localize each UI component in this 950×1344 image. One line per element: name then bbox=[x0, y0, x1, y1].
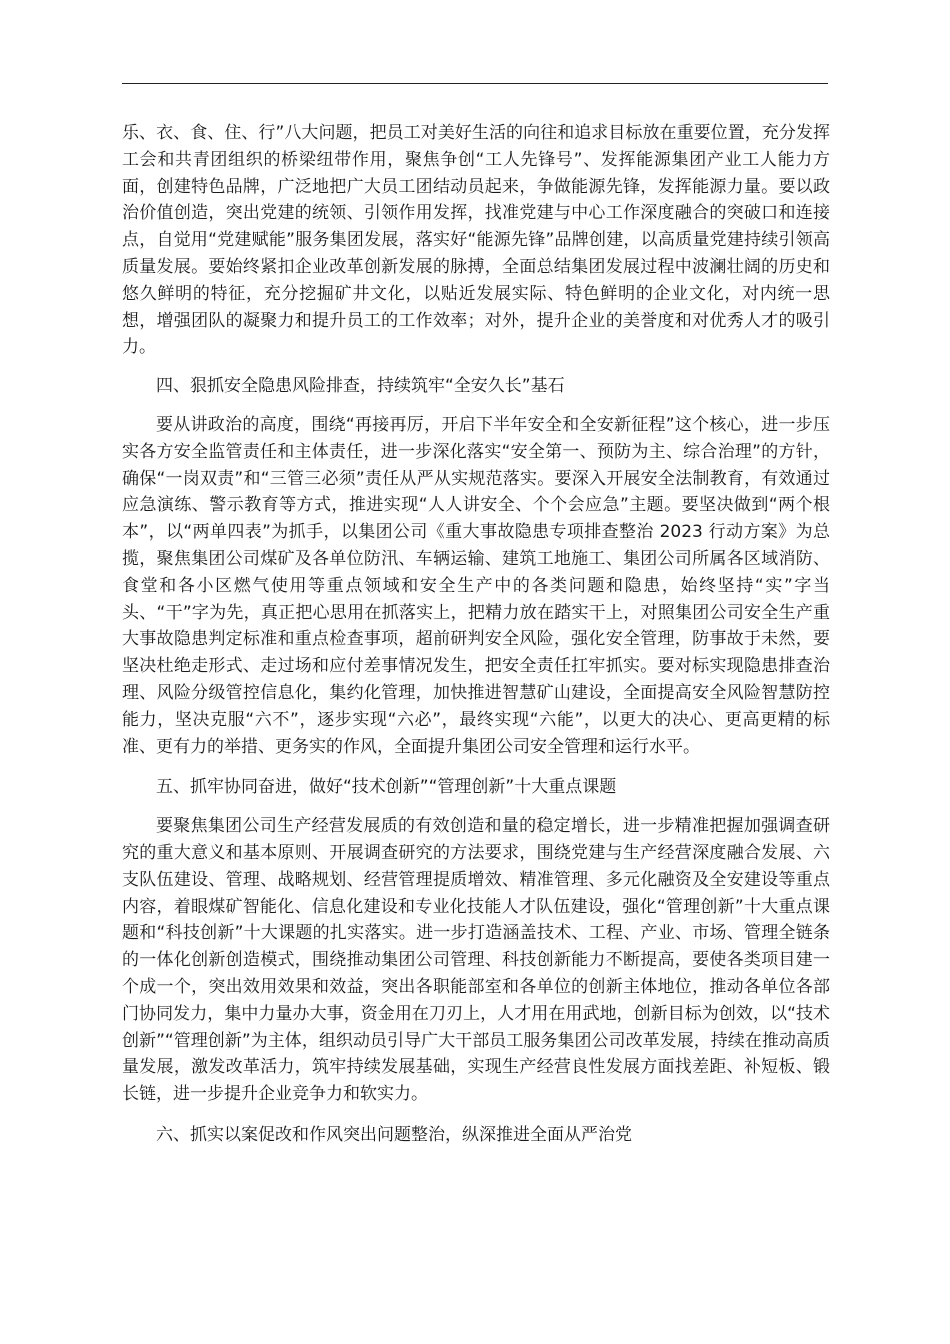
section-heading-5: 五、抓牢协同奋进，做好“技术创新”“管理创新”十大重点课题 bbox=[156, 777, 617, 798]
section-body-4: 要从讲政治的高度，围绕“再接再厉，开启下半年安全和全安新征程”这个核心，进一步压实各方安全监管责任和主体责任，进一步深化落实“安全第一、预防为主、综合治理”的方针，确保“一岗双责”和“三管三必须”责任从严从实规范落实。要深入开展安全法制教育，有效通过应急演练、警示教育等方式，推进实现“人人讲安全、个个会应急”主题。要坚决做到“两个根本”，以“两单四表”为抓手，以集团公司《重大事故隐患专项排查整治 2023 行动方案》为总揽，聚焦集团公司煤矿及各单位防汛、车辆运输、建筑工地施工、集团公司所属各区域消防、食堂和各小区燃气使用等重点领域和安全生产中的各类问题和隐患，始终坚持“实”字当头、“干”字为先，真正把心思用在抓落实上，把精力放在踏实干上，对照集团公司安全生产重大事故隐患判定标准和重点检查事项，超前研判安全风险，强化安全管理，防事故于未然，要坚决杜绝走形式、走过场和应付差事情况发生，把安全责任扛牢抓实。要对标实现隐患排查治理、风险分级管控信息化，集约化管理，加快推进智慧矿山建设，全面提高安全风险智慧防控能力，坚决克服“六不”，逐步实现“六必”，最终实现“六能”，以更大的决心、更高更精的标准、更有力的举措、更务实的作风，全面提升集团公司安全管理和运行水平。 bbox=[122, 414, 830, 757]
section-heading-6: 六、抓实以案促改和作风突出问题整治，纵深推进全面从严治党 bbox=[156, 1124, 632, 1145]
continued-paragraph: 乐、衣、食、住、行”八大问题，把员工对美好生活的向往和追求目标放在重要位置，充分发挥工会和共青团组织的桥梁纽带作用，聚焦争创“工人先锋号”、发挥能源集团产业工人能力方面，创建特色品牌，广泛地把广大员工团结动员起来，争做能源先锋，发挥能源力量。要以政治价值创造，突出党建的统领、引领作用发挥，找准党建与中心工作深度融合的突破口和连接点，自觉用“党建赋能”服务集团发展，落实好“能源先锋”品牌创建，以高质量党建持续引领高质量发展。要始终紧扣企业改革创新发展的脉搏，全面总结集团发展过程中波澜壮阔的历史和悠久鲜明的特征，充分挖掘矿井文化，以贴近发展实际、特色鲜明的企业文化，对内统一思想，增强团队的凝聚力和提升员工的工作效率；对外，提升企业的美誉度和对优秀人才的吸引力。 bbox=[122, 123, 830, 358]
section-heading-4: 四、狠抓安全隐患风险排查，持续筑牢“全安久长”基石 bbox=[156, 376, 565, 397]
document-body bbox=[122, 120, 830, 1161]
header-rule bbox=[122, 83, 828, 84]
section-body-5: 要聚焦集团公司生产经营发展质的有效创造和量的稳定增长，进一步精准把握加强调查研究的重大意义和基本原则、开展调查研究的方法要求，围绕党建与生产经营深度融合发展、六支队伍建设、管理、战略规划、经营管理提质增效、精准管理、多元化融资及全安建设等重点内容，着眼煤矿智能化、信息化建设和专业化技能人才队伍建设，强化“管理创新”十大重点课题和“科技创新”十大课题的扎实落实。进一步打造涵盖技术、工程、产业、市场、管理全链条的一体化创新创造模式，围绕推动集团公司管理、科技创新能力不断提高，要使各类项目建一个成一个，突出效用效果和效益，突出各职能部室和各单位的创新主体地位，推动各单位各部门协同发力，集中力量办大事，资金用在刀刃上，人才用在用武地，创新目标为创效，以“技术创新”“管理创新”为主体，组织动员引导广大干部员工服务集团公司改革发展，持续在推动高质量发展，激发改革活力，筑牢持续发展基础，实现生产经营良性发展方面找差距、补短板、锻长链，进一步提升企业竞争力和软实力。 bbox=[122, 816, 830, 1105]
